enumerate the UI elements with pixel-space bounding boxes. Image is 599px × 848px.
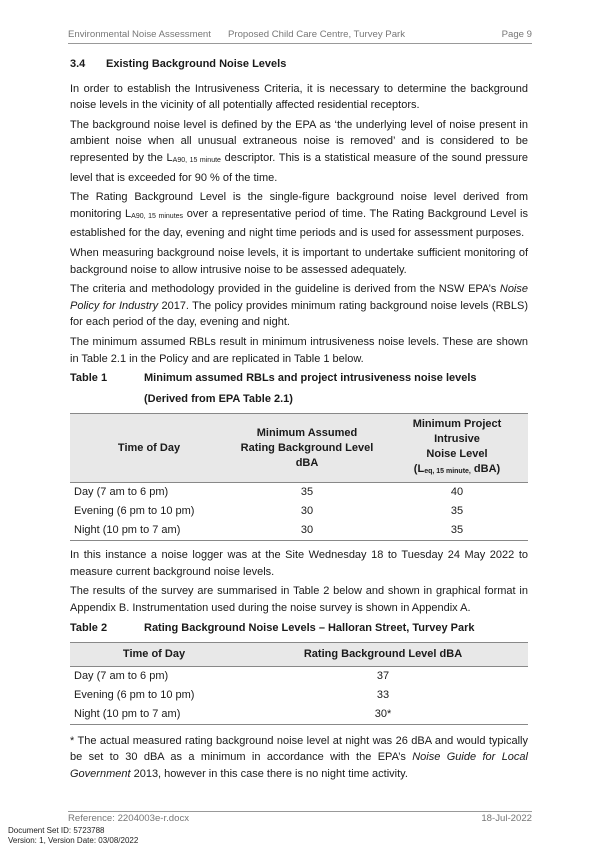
section-number: 3.4 [70,58,86,70]
table1-label: Table 1 [70,372,108,385]
time-of-day-cell: Day (7 am to 6 pm) [74,670,169,683]
footnote-text: 2013, however in this case there is no night time activity. [130,768,408,781]
descriptor-subscript: A90, 15 minute [172,156,221,164]
column-header-time: Time of Day [70,643,238,667]
column-header-rbl: Rating Background Level dBA [238,643,528,667]
time-of-day-cell: Day (7 am to 6 pm) [74,486,169,499]
time-of-day-cell: Night (10 pm to 7 am) [70,521,228,541]
version-info: Version: 1, Version Date: 03/08/2022 [8,836,139,845]
paragraph-text: The background noise level is defined by the EPA as ‘the underlying level of noise present in ambient noise when all unusual extraneous noise is removed’ and is considered to be represented by the L [70,118,528,164]
footer-reference: Reference: 2204003e-r.docx [68,813,190,824]
page-footer [68,811,532,826]
table2-caption [70,620,528,637]
document-set-id: Document Set ID: 5723788 [8,826,105,835]
table1-subcaption: (Derived from EPA Table 2.1) [144,392,293,405]
rbl-cell: 37 [376,670,390,683]
intrusive-cell: 40 [450,486,464,499]
rbl-cell: 30 [300,505,314,518]
header-line: Noise Level [426,448,488,461]
table-row [70,521,528,541]
table1-caption [70,370,528,387]
rbl-cell: 30* [238,705,528,725]
time-of-day-cell: Evening (6 pm to 10 pm) [74,505,195,518]
section-heading [70,56,528,73]
header-document-type: Environmental Noise Assessment [68,29,211,40]
header-line: dBA) [470,463,501,476]
header-project-title: Proposed Child Care Centre, Turvey Park [228,29,406,40]
rbl-cell: 30 [228,521,386,541]
table2-title: Rating Background Noise Levels – Halloran Street, Turvey Park [144,621,475,634]
rbl-cell: 33 [376,689,390,702]
guide-title: Noise Guide for Local Government [70,751,528,781]
header-line: Minimum Assumed [256,426,358,439]
table-row [70,705,528,725]
paragraph-text: The criteria and methodology provided in the guideline is derived from the NSW EPA’s [70,283,500,296]
paragraph-minimum-rbls: The minimum assumed RBLs result in minimum intrusiveness noise levels. These are shown in Table 2.1 in the Policy and are replicated in Table 1 below. [70,335,528,365]
document-stamp [8,826,138,846]
table-row [70,483,528,503]
footnote [70,733,528,783]
descriptor-subscript: A90, 15 minutes [131,212,184,220]
page-body [70,56,528,786]
time-of-day-cell: Night (10 pm to 7 am) [70,705,238,725]
paragraph-text: descriptor. This is a statistical measure of the sound pressure level that is exceeded for 90 % of the time. [70,151,529,184]
paragraph-logger: In this instance a noise logger was at the Site Wednesday 18 to Tuesday 24 May 2022 to measure current background noise levels. [70,549,528,578]
header-subscript: eq, 15 minute, [424,468,471,476]
intrusive-cell: 35 [450,505,464,518]
paragraph-results: The results of the survey are summarised in Table 2 below and shown in graphical format in Appendix B. Instrumentation used during the noise survey is shown in Appendix A. [70,585,528,615]
paragraph-criteria [70,281,528,331]
table-row [70,686,528,705]
paragraph-background-definition [70,117,528,186]
table-row [70,666,528,686]
table1 [70,413,528,541]
header-line: dBA [295,456,319,469]
column-header-time: Time of Day [70,414,228,483]
table2-label: Table 2 [70,621,108,634]
table-header-row [70,414,528,483]
page-header [68,29,532,44]
table-row [70,502,528,521]
column-header-rbl [228,414,386,483]
table2 [70,642,528,725]
footnote-text: * The actual measured rating background noise level at night was 26 dBA and would typically be set to 30 dBA as a minimum in accordance with the EPA’s [70,734,528,764]
header-line: Minimum Project Intrusive [412,418,502,446]
section-title: Existing Background Noise Levels [106,58,287,70]
paragraph-text: The Rating Background Level is the single-figure background noise level derived from monitoring L [70,191,528,220]
footer-date: 18-Jul-2022 [481,813,532,824]
header-line: Rating Background Level [240,441,374,454]
header-page-number: Page 9 [501,29,532,40]
paragraph-text: over a representative period of time. The Rating Background Level is established for the day, evening and night time periods and is used for assessment purposes. [70,207,528,240]
policy-title: Noise Policy for Industry [70,283,528,312]
table-header-row [70,643,528,667]
paragraph-intro: In order to establish the Intrusiveness Criteria, it is necessary to determine the background noise levels in the vicinity of all potentially affected residential receptors. [70,82,528,112]
paragraph-text: 2017. The policy provides minimum rating background noise levels (RBLS) for each period of the day, evening and night. [70,299,528,329]
column-header-intrusive [386,414,528,483]
intrusive-cell: 35 [386,521,528,541]
paragraph-monitoring: When measuring background noise levels, it is important to undertake sufficient monitoring of background noise to allow intrusive noise to be assessed adequately. [70,246,528,276]
paragraph-rating-background [70,189,528,242]
header-line: (L [413,463,425,476]
rbl-cell: 35 [300,486,314,499]
time-of-day-cell: Evening (6 pm to 10 pm) [74,689,195,702]
table1-title: Minimum assumed RBLs and project intrusiveness noise levels [144,372,477,385]
